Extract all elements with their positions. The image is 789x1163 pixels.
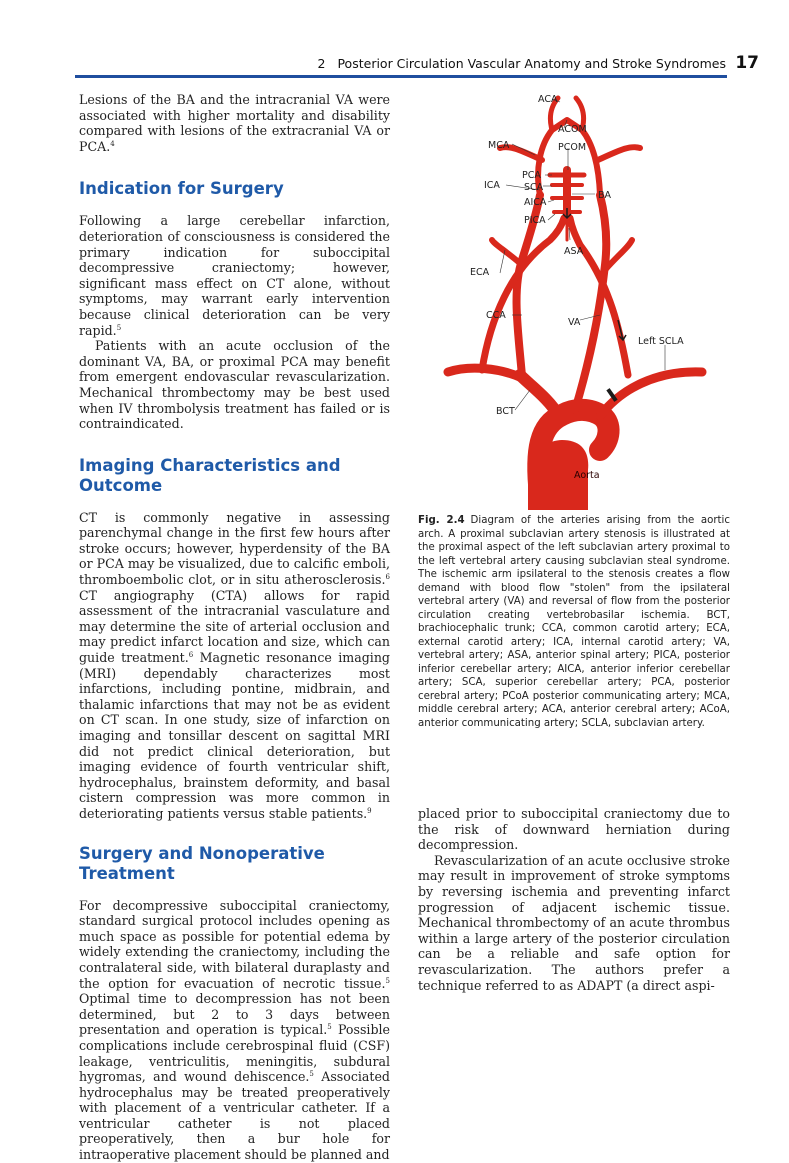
label-left-scla: Left SCLA: [638, 336, 684, 347]
section-heading-indication: Indication for Surgery: [79, 179, 284, 199]
indication-paragraph-2: Patients with an acute occlusion of the dominant VA, BA, or proximal PCA may benefit from emergent endovascular revascularization. Mechanical thrombectomy may be best used when IV thrombolysis treatment has failed or is contraindicated.: [79, 338, 390, 432]
citation: 5: [327, 1023, 332, 1032]
imaging-text-c: Magnetic resonance imaging (MRI) dependably characterizes most infarctions, including pontine, midbrain, and thalamic infarctions that may not be as evident on CT scan. In one study, size of infarction on imaging and tonsillar descent on sagittal MRI did not predict clinical deterioration, but imaging evidence of fourth ventricular shift, hydrocephalus, brainstem deformity, and basal cistern compression was more common in deteriorating patients versus stable patients.: [79, 650, 390, 821]
surgery-paragraph: [79, 898, 390, 1163]
citation: 5: [309, 1069, 314, 1078]
left-column: [79, 92, 390, 1163]
imaging-text-b: CT angiography (CTA) allows for rapid assessment of the intracranial vasculature and may determine the site of arterial occlusion and may predict infarct location and size, which can guide treatment.: [79, 587, 390, 666]
citation: 9: [367, 806, 372, 815]
label-bct: BCT: [496, 406, 515, 417]
chapter-number: 2: [317, 56, 326, 71]
figure-caption-text: Diagram of the arteries arising from the aortic arch. A proximal subclavian artery stenosis is illustrated at the proximal aspect of the left subclavian artery proximal to the left vertebral artery causing subclavian steal syndrome. The ischemic arm ipsilateral to the stenosis creates a flow demand with blood flow "stolen" from the ipsilateral vertebral artery (VA) and reversal of flow from the posterior circulation creating vertebrobasilar ischemia. BCT, brachiocephalic trunk; CCA, common carotid artery; ECA, external carotid artery; ICA, internal carotid artery; VA, vertebral artery; ASA, anterior spinal artery; PICA, posterior inferior cerebellar artery; AICA, anterior inferior cerebellar artery; SCA, superior cerebellar artery; PCA, posterior cerebral artery; PCoA posterior communicating artery; MCA, middle cerebral artery; ACA, anterior cerebral artery; ACoA, anterior communicating artery; SCLA, subclavian artery.: [418, 515, 730, 729]
artery-vessels: [448, 98, 702, 495]
label-eca: ECA: [470, 267, 490, 278]
label-ica: ICA: [484, 180, 500, 191]
chapter-title: Posterior Circulation Vascular Anatomy and Stroke Syndromes: [337, 56, 726, 71]
surgery-text-a: For decompressive suboccipital craniectomy, standard surgical protocol includes opening as much space as possible for potential edema by widely extending the craniectomy, including the contralateral side, with bilateral duraplasty and the option for evacuation of necrotic tissue.: [79, 897, 390, 991]
label-cca: CCA: [486, 310, 506, 321]
artery-diagram-figure: [440, 90, 710, 510]
surgery-text-d: Associated hydrocephalus may be treated preoperatively with placement of a ventricular catheter. If a ventricular catheter is not placed preoperatively, then a bur hole for intraoperative placement should be planned and: [79, 1069, 390, 1163]
figure-label: Fig. 2.4: [418, 515, 465, 526]
right-eca-vessel: [492, 240, 522, 265]
citation: 6: [385, 572, 390, 581]
label-aca: ACA: [538, 94, 558, 105]
header-rule: [75, 75, 727, 78]
running-header-title: [318, 56, 726, 71]
section-heading-surgery: Surgery and Nonoperative Treatment: [79, 843, 325, 883]
right-paragraph-1: placed prior to suboccipital craniectomy due to the risk of downward herniation during decompression.: [418, 806, 730, 853]
label-aorta: Aorta: [574, 470, 600, 481]
running-header: [0, 53, 789, 80]
intro-text: Lesions of the BA and the intracranial VA were associated with higher mortality and disability compared with lesions of the extracranial VA or PCA.: [79, 92, 390, 154]
left-scla-vessel: [600, 372, 702, 416]
imaging-paragraph: [79, 510, 390, 822]
surgery-text-b: Optimal time to decompression has not been determined, but 2 to 3 days between presentation and operation is typical.: [79, 991, 390, 1038]
surgery-text-c: Possible complications include cerebrospinal fluid (CSF) leakage, ventriculitis, meningitis, subdural hygromas, and wound dehiscence.: [79, 1022, 390, 1085]
section-heading-imaging: Imaging Characteristics and Outcome: [79, 455, 341, 495]
citation: 4: [110, 139, 115, 148]
citation: 6: [188, 650, 194, 659]
indication-paragraph-1: [79, 213, 390, 338]
label-ba: BA: [598, 190, 612, 201]
indication-text-1: Following a large cerebellar infarction, deterioration of consciousness is considered the primary indication for suboccipital decompressive craniectomy; however, significant mass effect on CT alone, without symptoms, may warrant early intervention because clinical deterioration can be very rapid.: [79, 213, 390, 338]
artery-diagram: [440, 90, 710, 510]
citation: 5: [385, 976, 390, 985]
figure-caption: [418, 514, 730, 730]
label-sca: SCA: [524, 182, 544, 193]
citation: 5: [116, 323, 122, 332]
label-pcom: PCOM: [558, 142, 587, 153]
imaging-text-a: CT is commonly negative in assessing parenchymal change in the first few hours after stroke occurs; however, hyperdensity of the BA or PCA may be visualized, due to calcific emboli, thromboembolic clot, or in situ atherosclerosis.: [79, 509, 390, 588]
bct-vessel: [520, 375, 558, 415]
label-mca: MCA: [488, 140, 510, 151]
label-asa: ASA: [564, 246, 584, 257]
page-number: 17: [735, 53, 759, 73]
left-cca-ica-vessel: [575, 195, 606, 410]
right-paragraph-2: Revascularization of an acute occlusive stroke may result in improvement of stroke symptoms by reversing ischemia and preventing infarct progression of adjacent ischemic tissue. Mechanical thrombectomy of an acute thrombus within a large artery of the posterior circulation can be a reliable and safe option for revascularization. The authors prefer a technique referred to as ADAPT (a direct aspi-: [418, 852, 730, 993]
right-column: [418, 806, 730, 993]
label-pica: PICA: [524, 215, 546, 226]
label-pca: PCA: [522, 170, 541, 181]
intro-paragraph: [79, 92, 390, 154]
label-va: VA: [568, 317, 581, 328]
label-acom: ACOM: [558, 124, 587, 135]
mca-left-vessel: [598, 147, 640, 160]
label-aica: AICA: [524, 197, 547, 208]
